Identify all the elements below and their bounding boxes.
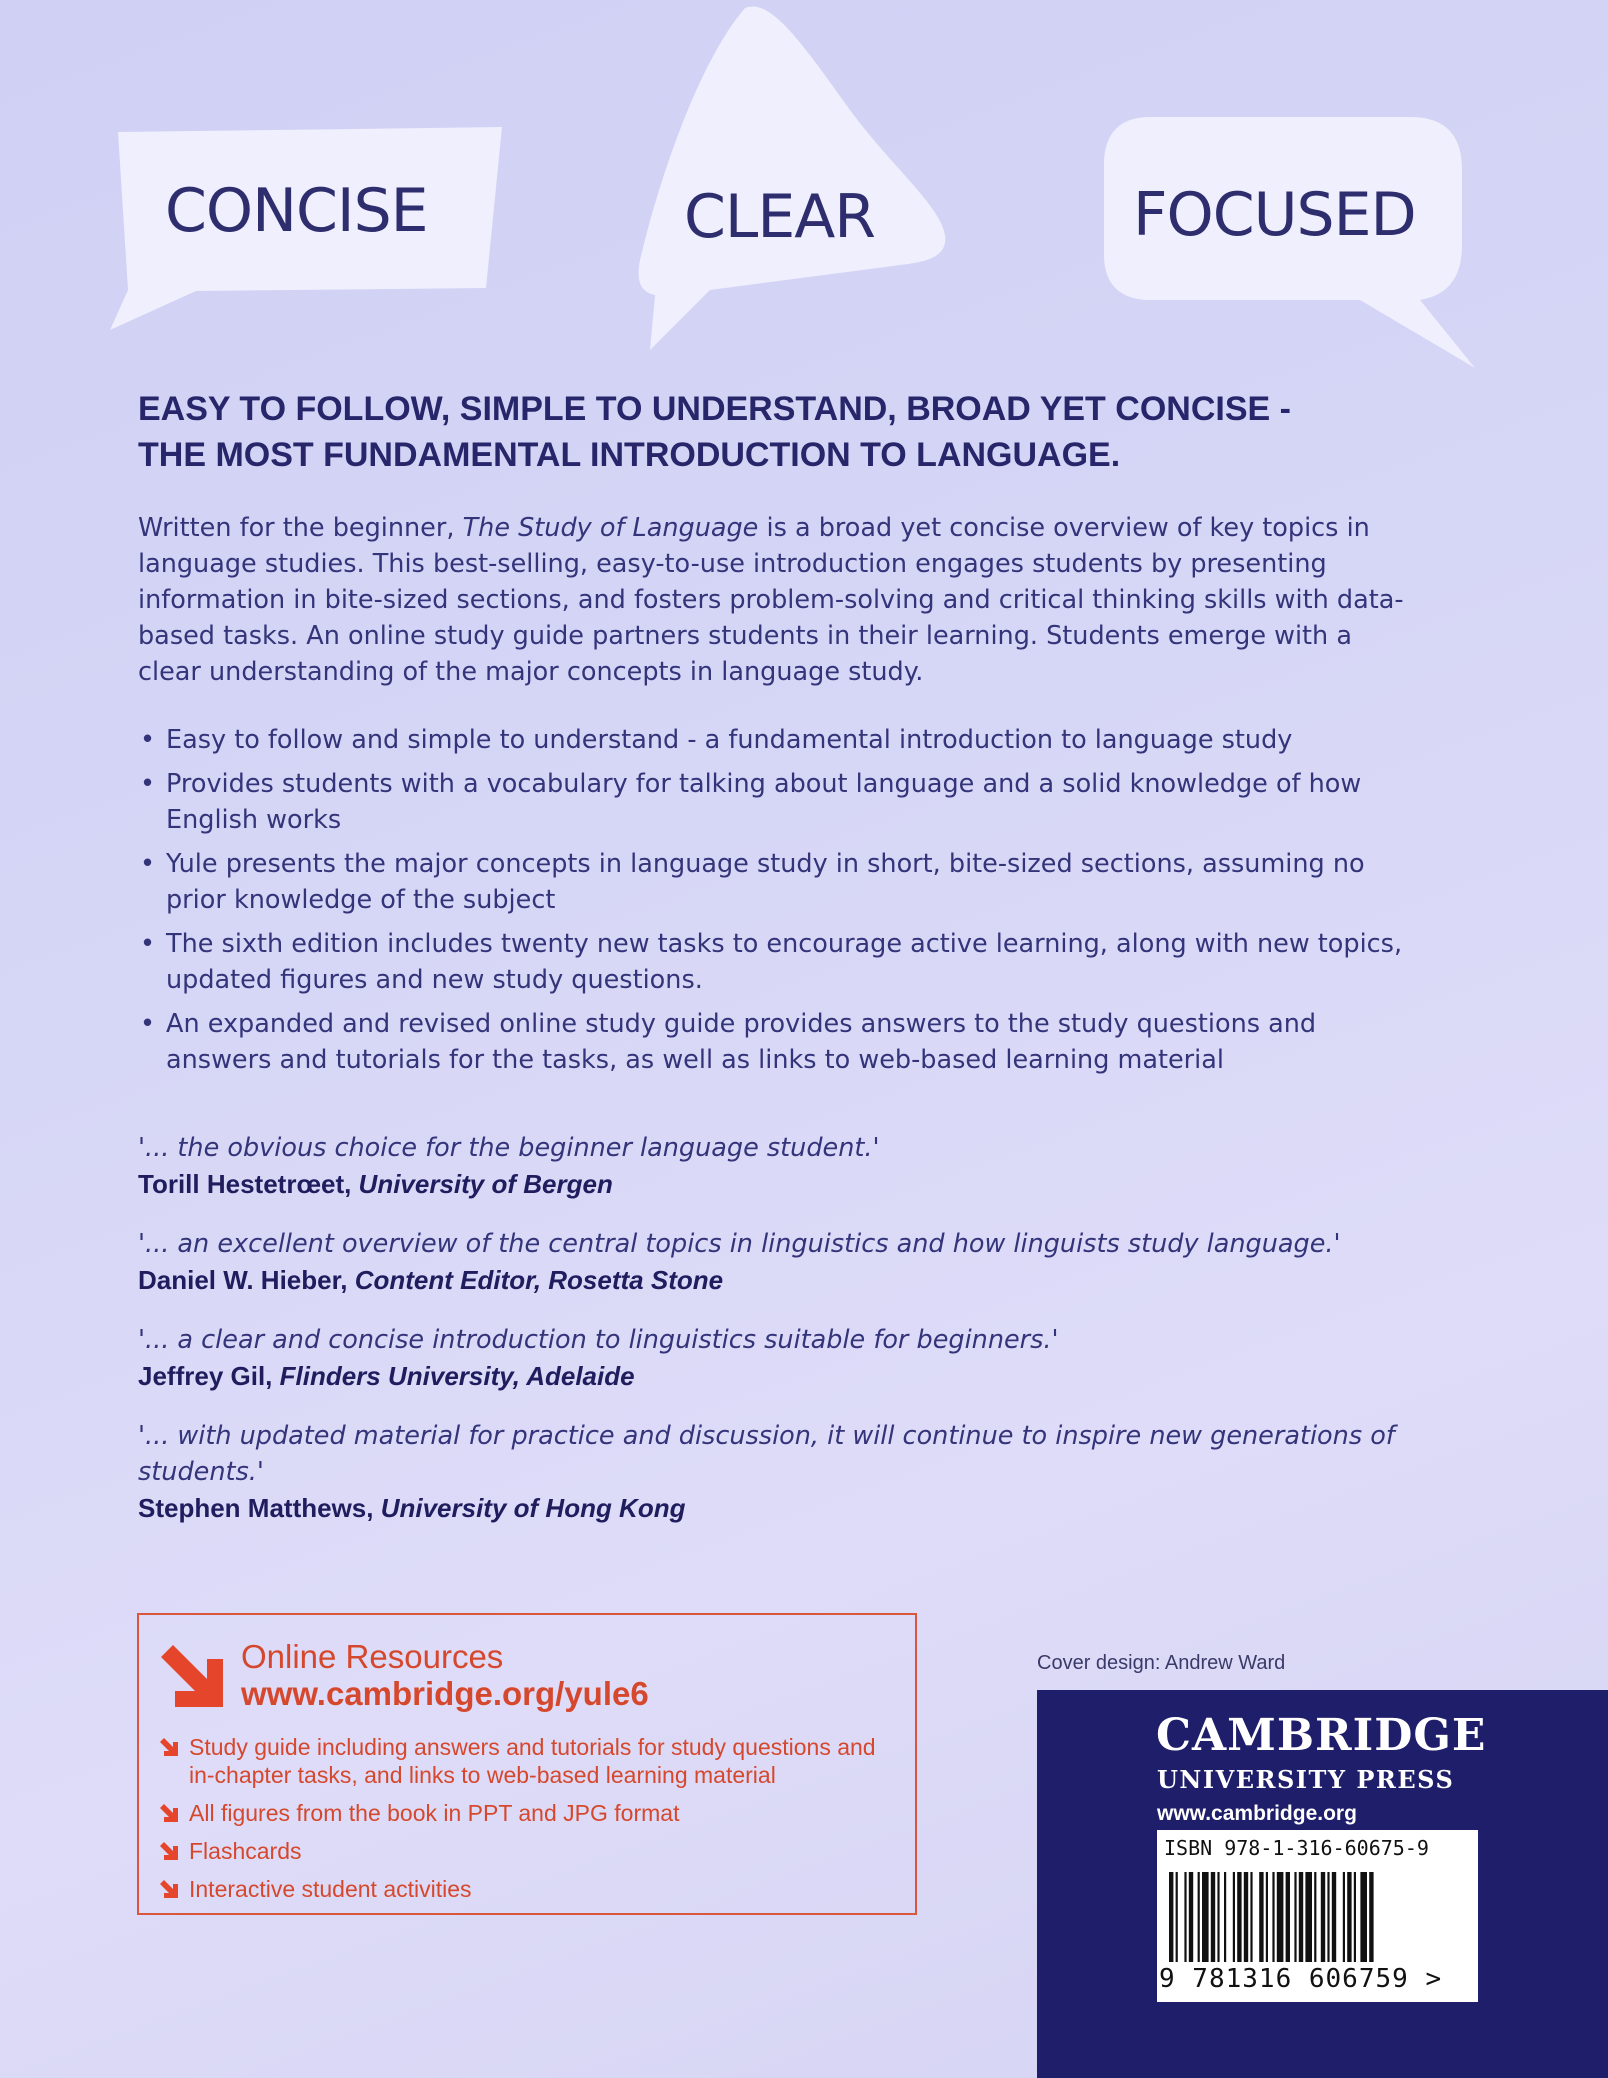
barcode-bar xyxy=(1176,1872,1178,1962)
headline-line-2: THE MOST FUNDAMENTAL INTRODUCTION TO LANGUAGE. xyxy=(138,436,1121,474)
quote-text: '... the obvious choice for the beginner language student.' xyxy=(138,1133,880,1163)
feature-list xyxy=(138,722,1408,1086)
barcode-bar xyxy=(1294,1872,1296,1962)
intro-after-title: is a broad yet concise overview of key topics in language studies. This best-selling, easy-to-use introduction engages students by presenting information in bite-sized sections, and fosters problem-solving and critical thinking skills with data-based tasks. An online study guide partners students in their learning. Students emerge with a clear understanding of the major concepts in language study. xyxy=(138,513,1404,687)
online-resource-item xyxy=(159,1875,899,1903)
quote-text: '... an excellent overview of the central topics in linguistics and how linguists study language.' xyxy=(138,1229,1341,1259)
arrow-down-right-icon xyxy=(159,1841,179,1861)
barcode-bar xyxy=(1259,1872,1263,1962)
barcode-bar xyxy=(1354,1872,1356,1962)
barcode-bar xyxy=(1360,1872,1367,1962)
online-resources-box xyxy=(137,1613,917,1915)
barcode-bar xyxy=(1184,1872,1186,1962)
isbn-barcode-panel xyxy=(1157,1830,1478,2002)
bubble-word-concise: CONCISE xyxy=(165,176,428,246)
quote-attribution xyxy=(138,1490,1398,1526)
barcode-bar xyxy=(1237,1872,1241,1962)
isbn-digits: 9 781316 606759 > xyxy=(1159,1964,1443,1994)
quote-attribution xyxy=(138,1262,1398,1298)
bubble-word-clear: CLEAR xyxy=(684,182,875,252)
barcode-bar xyxy=(1189,1872,1193,1962)
quote-text: '... with updated material for practice and discussion, it will continue to inspire new generations of students.' xyxy=(138,1421,1395,1487)
quote-affiliation: University of Hong Kong xyxy=(380,1493,686,1523)
intro-paragraph xyxy=(138,510,1408,690)
review-quote xyxy=(138,1322,1398,1394)
headline xyxy=(138,386,1438,478)
quote-author: Torill Hestetrœet, xyxy=(138,1169,359,1199)
barcode-bar xyxy=(1233,1872,1235,1962)
barcode-bar xyxy=(1343,1872,1345,1962)
isbn-label: ISBN 978-1-316-60675-9 xyxy=(1164,1836,1429,1860)
online-resource-label: All figures from the book in PPT and JPG format xyxy=(189,1800,680,1826)
barcode-bar xyxy=(1244,1872,1248,1962)
barcode-bar xyxy=(1224,1872,1226,1962)
barcode-bar xyxy=(1266,1872,1268,1962)
book-title: The Study of Language xyxy=(462,513,759,543)
barcode-bar xyxy=(1305,1872,1312,1962)
review-quote xyxy=(138,1226,1398,1298)
headline-line-1: EASY TO FOLLOW, SIMPLE TO UNDERSTAND, BROAD YET CONCISE - xyxy=(138,390,1291,428)
arrow-down-right-icon xyxy=(157,1641,227,1711)
quote-affiliation: Flinders University, Adelaide xyxy=(279,1361,635,1391)
barcode-bar xyxy=(1202,1872,1209,1962)
quote-author: Daniel W. Hieber, xyxy=(138,1265,355,1295)
arrow-down-right-icon xyxy=(159,1879,179,1899)
barcode-bar xyxy=(1321,1872,1325,1962)
barcode-bar xyxy=(1198,1872,1200,1962)
online-resources-list xyxy=(159,1733,899,1913)
review-quote xyxy=(138,1418,1398,1526)
feature-item: • Yule presents the major concepts in language study in short, bite-sized sections, assuming no prior knowledge of the subject xyxy=(138,846,1408,918)
online-resources-link[interactable]: www.cambridge.org/yule6 xyxy=(241,1675,649,1712)
publisher-name: CAMBRIDGE xyxy=(1156,1710,1487,1761)
quote-author: Stephen Matthews, xyxy=(138,1493,381,1523)
barcode-bar xyxy=(1327,1872,1329,1962)
cover-design-credit: Cover design: Andrew Ward xyxy=(1037,1652,1286,1674)
online-resource-item xyxy=(159,1733,899,1789)
barcode-bar xyxy=(1272,1872,1274,1962)
barcode-bar xyxy=(1369,1872,1373,1962)
barcode-bar xyxy=(1299,1872,1303,1962)
online-resource-item xyxy=(159,1837,899,1865)
quote-affiliation: Content Editor, Rosetta Stone xyxy=(354,1265,724,1295)
intro-before-title: Written for the beginner, xyxy=(138,513,463,543)
publisher-block xyxy=(1037,1690,1608,2078)
quote-author: Jeffrey Gil, xyxy=(138,1361,280,1391)
feature-item: • The sixth edition includes twenty new tasks to encourage active learning, along with new topics, updated figures and new study questions. xyxy=(138,926,1408,998)
barcode-bar xyxy=(1217,1872,1219,1962)
barcode-bar xyxy=(1250,1872,1252,1962)
online-resource-item xyxy=(159,1799,899,1827)
feature-item: • Easy to follow and simple to understand - a fundamental introduction to language study xyxy=(138,722,1408,758)
arrow-down-right-icon xyxy=(159,1737,179,1757)
quote-affiliation: University of Bergen xyxy=(358,1169,613,1199)
barcode-bar xyxy=(1277,1872,1284,1962)
barcode-bar xyxy=(1169,1872,1173,1962)
quote-attribution xyxy=(138,1166,1398,1202)
quote-attribution xyxy=(138,1358,1398,1394)
online-resource-label: Study guide including answers and tutorials for study questions and in-chapter tasks, and links to web-based learning material xyxy=(189,1734,876,1788)
review-quotes xyxy=(138,1130,1398,1550)
barcode-bar xyxy=(1286,1872,1290,1962)
review-quote xyxy=(138,1130,1398,1202)
online-resources-title: Online Resources xyxy=(241,1638,504,1675)
quote-text: '... a clear and concise introduction to linguistics suitable for beginners.' xyxy=(138,1325,1059,1355)
arrow-down-right-icon xyxy=(159,1803,179,1823)
online-resource-label: Interactive student activities xyxy=(189,1876,472,1902)
bubble-word-focused: FOCUSED xyxy=(1133,180,1416,250)
publisher-website[interactable]: www.cambridge.org xyxy=(1157,1802,1357,1825)
online-resource-label: Flashcards xyxy=(189,1838,302,1864)
feature-item: • Provides students with a vocabulary for talking about language and a solid knowledge of how English works xyxy=(138,766,1408,838)
publisher-press: UNIVERSITY PRESS xyxy=(1157,1765,1455,1794)
feature-item: • An expanded and revised online study guide provides answers to the study questions and answers and tutorials for the tasks, as well as links to web-based learning material xyxy=(138,1006,1408,1078)
barcode-bar xyxy=(1211,1872,1215,1962)
barcode-bar xyxy=(1332,1872,1336,1962)
barcode-bar xyxy=(1314,1872,1316,1962)
center-speech-bubble xyxy=(639,7,946,350)
barcode-bar xyxy=(1347,1872,1351,1962)
barcode xyxy=(1169,1872,1449,1962)
